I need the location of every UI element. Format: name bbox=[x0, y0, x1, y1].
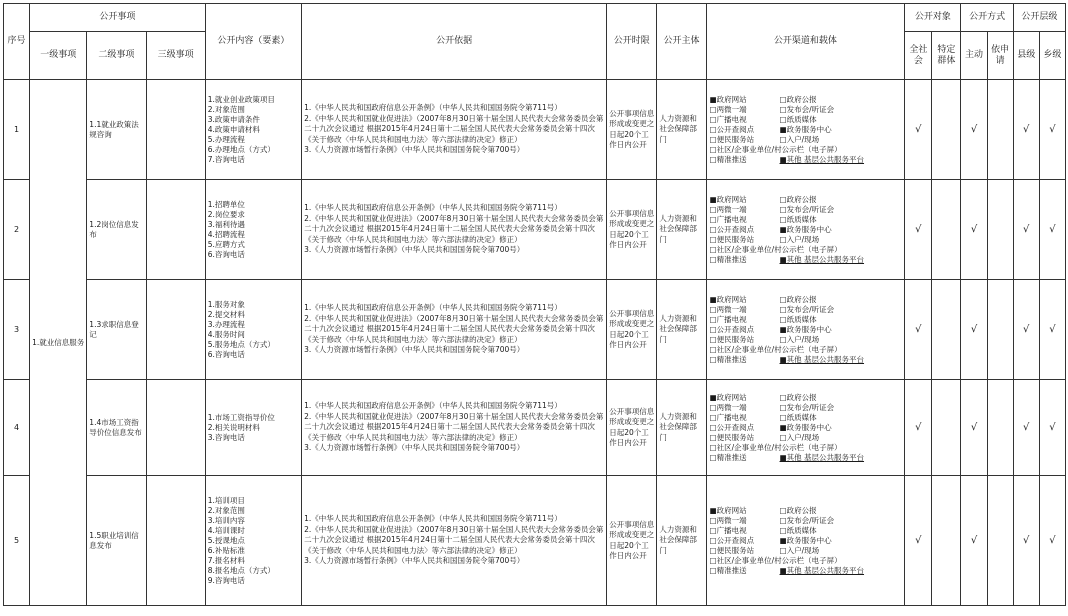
level3-item bbox=[146, 180, 205, 280]
channel-item: □精准推送 bbox=[709, 354, 747, 364]
channel-item: □公开查阅点 bbox=[709, 535, 755, 545]
content-item: 5.授课地点 bbox=[207, 535, 245, 545]
channel-item: □入户/现场 bbox=[779, 334, 820, 344]
level3-item bbox=[146, 380, 205, 476]
channel-item: □广播电视 bbox=[709, 114, 747, 124]
channel-row bbox=[710, 393, 902, 403]
check-mode-request bbox=[987, 476, 1013, 606]
channel-item: □精准推送 bbox=[709, 565, 747, 575]
channel-item: □两微一端 bbox=[709, 515, 747, 525]
check-mode-request bbox=[987, 180, 1013, 280]
check-target-specific bbox=[932, 380, 961, 476]
channel-item: □广播电视 bbox=[709, 214, 747, 224]
header-time: 公开时限 bbox=[607, 4, 657, 80]
header-target-specific: 特定群体 bbox=[932, 32, 961, 80]
content-item: 9.咨询电话 bbox=[207, 575, 245, 585]
channel-item: □发布会/听证会 bbox=[779, 104, 835, 114]
level2-item: 1.4市场工资指导价位信息发布 bbox=[87, 380, 146, 476]
channel-item: ■政务服务中心 bbox=[779, 324, 832, 334]
basis-line: 1.《中华人民共和国政府信息公开条例》（中华人民共和国国务院令第711号） bbox=[304, 303, 562, 313]
basis-list bbox=[302, 280, 607, 380]
level2-item: 1.5职业培训信息发布 bbox=[87, 476, 146, 606]
channel-item: □精准推送 bbox=[709, 154, 747, 164]
header-subject: 公开主体 bbox=[657, 4, 706, 80]
channel-item: □纸质媒体 bbox=[779, 214, 817, 224]
channel-item: □公开查阅点 bbox=[709, 224, 755, 234]
content-item: 5.服务地点（方式） bbox=[207, 339, 275, 349]
basis-line: 2.《中华人民共和国就业促进法》（2007年8月30日第十届全国人民代表大会常务委员会第二十九次会议通过 根据2015年4月24日第十二届全国人民代表大会常务委员会第十四次《关于修改〈中华人民共和国电力法〉等六部法律的决定》修正） bbox=[304, 213, 604, 244]
header-level-town: 乡级 bbox=[1039, 32, 1065, 80]
channel-list bbox=[706, 476, 905, 606]
content-item: 4.服务时间 bbox=[207, 329, 245, 339]
channel-row bbox=[710, 345, 902, 355]
check-target-specific bbox=[932, 280, 961, 380]
channel-row bbox=[710, 403, 902, 413]
header-mode-active: 主动 bbox=[961, 32, 987, 80]
check-level-county: √ bbox=[1013, 380, 1039, 476]
header-level: 公开层级 bbox=[1013, 4, 1065, 32]
channel-row bbox=[710, 205, 902, 215]
channel-item: ■政务服务中心 bbox=[779, 124, 832, 134]
check-mode-active: √ bbox=[961, 476, 987, 606]
channel-row bbox=[710, 225, 902, 235]
channel-item: □发布会/听证会 bbox=[779, 515, 835, 525]
basis-line: 2.《中华人民共和国就业促进法》（2007年8月30日第十届全国人民代表大会常务委员会第二十九次会议通过 根据2015年4月24日第十二届全国人民代表大会常务委员会第十四次《关于修改〈中华人民共和国电力法〉等六部法律的决定》修正） bbox=[304, 411, 604, 442]
level3-item bbox=[146, 80, 205, 180]
channel-item: □社区/企事业单位/村公示栏（电子屏） bbox=[709, 442, 842, 452]
content-item: 2.对象范围 bbox=[207, 104, 245, 114]
channel-item: ■政府网站 bbox=[709, 94, 747, 104]
channel-item: □发布会/听证会 bbox=[779, 304, 835, 314]
channel-item: ■政府网站 bbox=[709, 294, 747, 304]
content-item: 8.报名地点（方式） bbox=[207, 565, 275, 575]
content-item: 3.政策申请条件 bbox=[207, 114, 260, 124]
basis-list bbox=[302, 180, 607, 280]
channel-item: □便民服务站 bbox=[709, 334, 755, 344]
header-mode-request: 依申请 bbox=[987, 32, 1013, 80]
table-row bbox=[4, 80, 1066, 180]
channel-item: □精准推送 bbox=[709, 452, 747, 462]
channel-item: □入户/现场 bbox=[779, 432, 820, 442]
channel-item: □政府公报 bbox=[779, 505, 817, 515]
channel-item: □入户/现场 bbox=[779, 134, 820, 144]
time-limit: 公开事项信息形成或变更之日起20个工作日内公开 bbox=[607, 180, 657, 280]
channel-item: ■其他 基层公共服务平台 bbox=[779, 354, 865, 364]
channel-row bbox=[710, 195, 902, 205]
content-item: 5.应聘方式 bbox=[207, 239, 245, 249]
channel-item: □入户/现场 bbox=[779, 234, 820, 244]
channel-item: □社区/企事业单位/村公示栏（电子屏） bbox=[709, 344, 842, 354]
channel-row bbox=[710, 516, 902, 526]
channel-row bbox=[710, 335, 902, 345]
channel-item: □公开查阅点 bbox=[709, 124, 755, 134]
check-level-county: √ bbox=[1013, 280, 1039, 380]
time-limit: 公开事项信息形成或变更之日起20个工作日内公开 bbox=[607, 80, 657, 180]
content-item: 1.市场工资指导价位 bbox=[207, 412, 275, 422]
content-item: 2.相关说明材料 bbox=[207, 422, 260, 432]
table-row bbox=[4, 280, 1066, 380]
channel-row bbox=[710, 556, 902, 566]
channel-item: ■政务服务中心 bbox=[779, 224, 832, 234]
basis-list bbox=[302, 476, 607, 606]
check-mode-request bbox=[987, 80, 1013, 180]
content-item: 7.报名材料 bbox=[207, 555, 245, 565]
header-basis: 公开依据 bbox=[302, 4, 607, 80]
content-item: 1.就业创业政策项目 bbox=[207, 94, 275, 104]
table-row bbox=[4, 380, 1066, 476]
channel-row bbox=[710, 135, 902, 145]
channel-item: □政府公报 bbox=[779, 392, 817, 402]
channel-list bbox=[706, 80, 905, 180]
content-item: 2.对象范围 bbox=[207, 505, 245, 515]
channel-item: ■政务服务中心 bbox=[779, 422, 832, 432]
disclosure-table bbox=[3, 3, 1066, 606]
check-target-specific bbox=[932, 80, 961, 180]
channel-row bbox=[710, 546, 902, 556]
check-level-county: √ bbox=[1013, 180, 1039, 280]
channel-item: □社区/企事业单位/村公示栏（电子屏） bbox=[709, 555, 842, 565]
header-level1: 一级事项 bbox=[30, 32, 87, 80]
channel-item: ■政府网站 bbox=[709, 392, 747, 402]
channel-item: □公开查阅点 bbox=[709, 324, 755, 334]
check-target-all: √ bbox=[905, 380, 932, 476]
basis-line: 1.《中华人民共和国政府信息公开条例》（中华人民共和国国务院令第711号） bbox=[304, 203, 562, 213]
content-item: 3.办理流程 bbox=[207, 319, 245, 329]
basis-line: 2.《中华人民共和国就业促进法》（2007年8月30日第十届全国人民代表大会常务委员会第二十九次会议通过 根据2015年4月24日第十二届全国人民代表大会常务委员会第十四次《关于修改〈中华人民共和国电力法〉等六部法律的决定》修正） bbox=[304, 113, 604, 144]
time-limit: 公开事项信息形成或变更之日起20个工作日内公开 bbox=[607, 280, 657, 380]
content-list bbox=[205, 280, 301, 380]
content-item: 3.咨询电话 bbox=[207, 432, 245, 442]
time-limit: 公开事项信息形成或变更之日起20个工作日内公开 bbox=[607, 380, 657, 476]
check-level-town: √ bbox=[1039, 180, 1065, 280]
row-seq: 4 bbox=[4, 380, 30, 476]
channel-item: □便民服务站 bbox=[709, 432, 755, 442]
check-target-all: √ bbox=[905, 280, 932, 380]
channel-item: □纸质媒体 bbox=[779, 412, 817, 422]
row-seq: 5 bbox=[4, 476, 30, 606]
basis-line: 2.《中华人民共和国就业促进法》（2007年8月30日第十届全国人民代表大会常务委员会第二十九次会议通过 根据2015年4月24日第十二届全国人民代表大会常务委员会第十四次《关于修改〈中华人民共和国电力法〉等六部法律的决定》修正） bbox=[304, 313, 604, 344]
channel-item: □公开查阅点 bbox=[709, 422, 755, 432]
channel-row bbox=[710, 215, 902, 225]
content-item: 4.培训课时 bbox=[207, 525, 245, 535]
check-mode-request bbox=[987, 380, 1013, 476]
channel-row bbox=[710, 526, 902, 536]
content-list bbox=[205, 80, 301, 180]
channel-item: □两微一端 bbox=[709, 204, 747, 214]
channel-item: □广播电视 bbox=[709, 314, 747, 324]
channel-item: ■政务服务中心 bbox=[779, 535, 832, 545]
check-target-specific bbox=[932, 180, 961, 280]
channel-item: □便民服务站 bbox=[709, 234, 755, 244]
header-matter: 公开事项 bbox=[30, 4, 206, 32]
channel-row bbox=[710, 423, 902, 433]
channel-item: □广播电视 bbox=[709, 412, 747, 422]
channel-row bbox=[710, 443, 902, 453]
channel-row bbox=[710, 315, 902, 325]
channel-row bbox=[710, 433, 902, 443]
check-mode-active: √ bbox=[961, 80, 987, 180]
level2-item: 1.1就业政策法规咨询 bbox=[87, 80, 146, 180]
content-item: 7.咨询电话 bbox=[207, 154, 245, 164]
channel-item: ■其他 基层公共服务平台 bbox=[779, 154, 865, 164]
check-target-specific bbox=[932, 476, 961, 606]
content-item: 2.岗位要求 bbox=[207, 209, 245, 219]
channel-row bbox=[710, 305, 902, 315]
check-level-county: √ bbox=[1013, 80, 1039, 180]
channel-item: □纸质媒体 bbox=[779, 114, 817, 124]
content-list bbox=[205, 476, 301, 606]
subject: 人力资源和社会保障部门 bbox=[657, 80, 706, 180]
channel-item: □发布会/听证会 bbox=[779, 204, 835, 214]
channel-item: □政府公报 bbox=[779, 194, 817, 204]
check-level-town: √ bbox=[1039, 380, 1065, 476]
content-item: 2.提交材料 bbox=[207, 309, 245, 319]
channel-item: □广播电视 bbox=[709, 525, 747, 535]
channel-list bbox=[706, 280, 905, 380]
header-seq: 序号 bbox=[4, 4, 30, 80]
level3-item bbox=[146, 280, 205, 380]
check-mode-active: √ bbox=[961, 280, 987, 380]
channel-row bbox=[710, 453, 902, 463]
basis-list bbox=[302, 80, 607, 180]
content-list bbox=[205, 380, 301, 476]
channel-item: □社区/企事业单位/村公示栏（电子屏） bbox=[709, 144, 842, 154]
channel-item: □精准推送 bbox=[709, 254, 747, 264]
row-seq: 1 bbox=[4, 80, 30, 180]
channel-item: □便民服务站 bbox=[709, 134, 755, 144]
basis-line: 1.《中华人民共和国政府信息公开条例》（中华人民共和国国务院令第711号） bbox=[304, 103, 562, 113]
basis-line: 3.《人力资源市场暂行条例》（中华人民共和国国务院令第700号） bbox=[304, 443, 525, 453]
channel-item: □入户/现场 bbox=[779, 545, 820, 555]
check-target-all: √ bbox=[905, 80, 932, 180]
table-row bbox=[4, 180, 1066, 280]
channel-row bbox=[710, 325, 902, 335]
subject: 人力资源和社会保障部门 bbox=[657, 476, 706, 606]
basis-line: 1.《中华人民共和国政府信息公开条例》（中华人民共和国国务院令第711号） bbox=[304, 401, 562, 411]
channel-row bbox=[710, 105, 902, 115]
table-body bbox=[4, 80, 1066, 606]
header-content: 公开内容（要素） bbox=[205, 4, 301, 80]
check-target-all: √ bbox=[905, 476, 932, 606]
check-level-town: √ bbox=[1039, 280, 1065, 380]
channel-item: □两微一端 bbox=[709, 104, 747, 114]
content-item: 5.办理流程 bbox=[207, 134, 245, 144]
header-channels: 公开渠道和载体 bbox=[706, 4, 905, 80]
channel-row bbox=[710, 536, 902, 546]
content-item: 6.办理地点（方式） bbox=[207, 144, 275, 154]
channel-item: ■政府网站 bbox=[709, 505, 747, 515]
subject: 人力资源和社会保障部门 bbox=[657, 280, 706, 380]
header-target: 公开对象 bbox=[905, 4, 961, 32]
channel-item: ■其他 基层公共服务平台 bbox=[779, 565, 865, 575]
content-item: 6.咨询电话 bbox=[207, 349, 245, 359]
header-level3: 三级事项 bbox=[146, 32, 205, 80]
basis-line: 3.《人力资源市场暂行条例》（中华人民共和国国务院令第700号） bbox=[304, 556, 525, 566]
channel-item: □两微一端 bbox=[709, 402, 747, 412]
channel-row bbox=[710, 295, 902, 305]
content-list bbox=[205, 180, 301, 280]
content-item: 6.补贴标准 bbox=[207, 545, 245, 555]
channel-row bbox=[710, 566, 902, 576]
channel-row bbox=[710, 125, 902, 135]
channel-item: □政府公报 bbox=[779, 94, 817, 104]
basis-line: 3.《人力资源市场暂行条例》（中华人民共和国国务院令第700号） bbox=[304, 145, 525, 155]
check-target-all: √ bbox=[905, 180, 932, 280]
content-item: 1.招聘单位 bbox=[207, 199, 245, 209]
channel-item: ■其他 基层公共服务平台 bbox=[779, 452, 865, 462]
check-level-county: √ bbox=[1013, 476, 1039, 606]
subject: 人力资源和社会保障部门 bbox=[657, 380, 706, 476]
channel-item: □两微一端 bbox=[709, 304, 747, 314]
channel-row bbox=[710, 506, 902, 516]
channel-row bbox=[710, 155, 902, 165]
header-level-county: 县级 bbox=[1013, 32, 1039, 80]
header-mode: 公开方式 bbox=[961, 4, 1013, 32]
check-mode-active: √ bbox=[961, 180, 987, 280]
channel-list bbox=[706, 380, 905, 476]
check-mode-active: √ bbox=[961, 380, 987, 476]
content-item: 6.咨询电话 bbox=[207, 249, 245, 259]
channel-row bbox=[710, 255, 902, 265]
basis-list bbox=[302, 380, 607, 476]
channel-item: □社区/企事业单位/村公示栏（电子屏） bbox=[709, 244, 842, 254]
content-item: 4.招聘流程 bbox=[207, 229, 245, 239]
channel-item: □便民服务站 bbox=[709, 545, 755, 555]
subject: 人力资源和社会保障部门 bbox=[657, 180, 706, 280]
check-level-town: √ bbox=[1039, 80, 1065, 180]
channel-item: ■政府网站 bbox=[709, 194, 747, 204]
check-level-town: √ bbox=[1039, 476, 1065, 606]
channel-list bbox=[706, 180, 905, 280]
time-limit: 公开事项信息形成或变更之日起20个工作日内公开 bbox=[607, 476, 657, 606]
channel-row bbox=[710, 413, 902, 423]
basis-line: 3.《人力资源市场暂行条例》（中华人民共和国国务院令第700号） bbox=[304, 345, 525, 355]
header-level2: 二级事项 bbox=[87, 32, 146, 80]
header-target-all: 全社会 bbox=[905, 32, 932, 80]
channel-item: □发布会/听证会 bbox=[779, 402, 835, 412]
check-mode-request bbox=[987, 280, 1013, 380]
channel-row bbox=[710, 245, 902, 255]
content-item: 1.服务对象 bbox=[207, 299, 245, 309]
content-item: 1.培训项目 bbox=[207, 495, 245, 505]
table-row bbox=[4, 476, 1066, 606]
row-seq: 3 bbox=[4, 280, 30, 380]
level2-item: 1.3求职信息登记 bbox=[87, 280, 146, 380]
channel-row bbox=[710, 145, 902, 155]
channel-row bbox=[710, 115, 902, 125]
channel-row bbox=[710, 95, 902, 105]
channel-row bbox=[710, 355, 902, 365]
channel-item: □纸质媒体 bbox=[779, 314, 817, 324]
channel-item: □政府公报 bbox=[779, 294, 817, 304]
level1-item: 1.就业信息服务 bbox=[30, 80, 87, 606]
level3-item bbox=[146, 476, 205, 606]
channel-item: ■其他 基层公共服务平台 bbox=[779, 254, 865, 264]
content-item: 4.政策申请材料 bbox=[207, 124, 260, 134]
basis-line: 2.《中华人民共和国就业促进法》（2007年8月30日第十届全国人民代表大会常务委员会第二十九次会议通过 根据2015年4月24日第十二届全国人民代表大会常务委员会第十四次《关于修改〈中华人民共和国电力法〉等六部法律的决定》修正） bbox=[304, 524, 604, 555]
basis-line: 3.《人力资源市场暂行条例》（中华人民共和国国务院令第700号） bbox=[304, 245, 525, 255]
channel-item: □纸质媒体 bbox=[779, 525, 817, 535]
row-seq: 2 bbox=[4, 180, 30, 280]
level2-item: 1.2岗位信息发布 bbox=[87, 180, 146, 280]
channel-row bbox=[710, 235, 902, 245]
content-item: 3.福利待遇 bbox=[207, 219, 245, 229]
content-item: 3.培训内容 bbox=[207, 515, 245, 525]
basis-line: 1.《中华人民共和国政府信息公开条例》（中华人民共和国国务院令第711号） bbox=[304, 514, 562, 524]
